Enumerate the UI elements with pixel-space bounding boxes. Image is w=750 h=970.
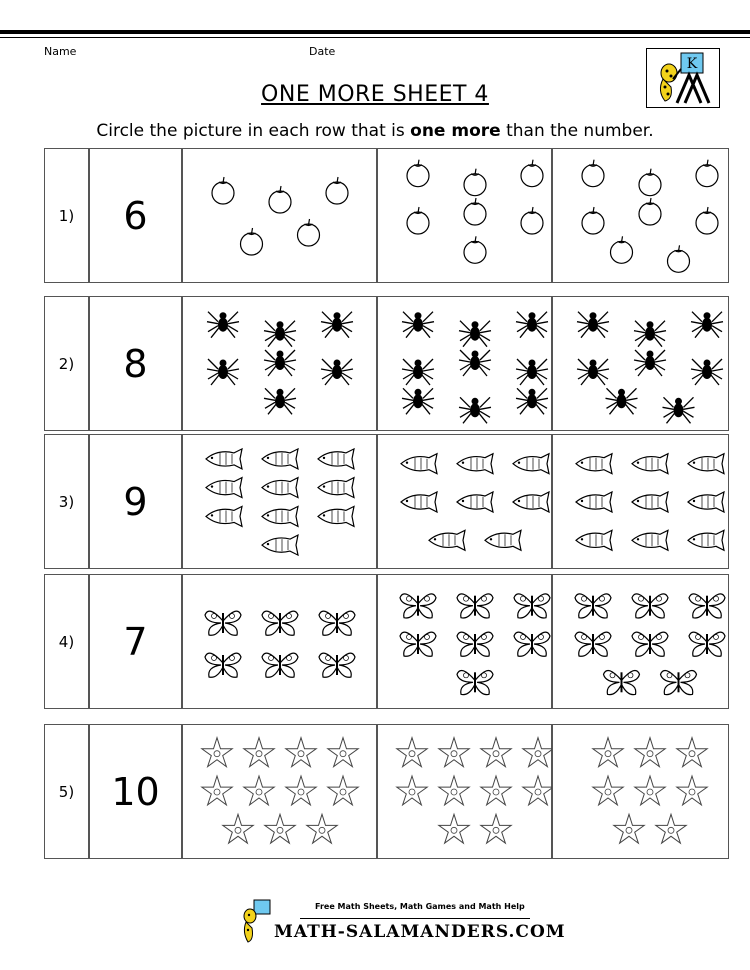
picture-option[interactable] xyxy=(552,296,729,431)
fish-icon xyxy=(688,530,724,550)
butterfly-group xyxy=(553,575,748,710)
fish-icon xyxy=(485,530,521,550)
butterfly-group xyxy=(378,575,573,710)
spider-icon xyxy=(691,312,723,338)
starfish-icon xyxy=(328,776,358,805)
spider-group xyxy=(553,297,748,432)
fish-group xyxy=(553,435,748,570)
picture-option[interactable] xyxy=(377,434,552,569)
starfish-icon xyxy=(265,814,295,843)
butterfly-icon xyxy=(575,594,611,618)
butterfly-icon xyxy=(457,632,493,656)
picture-option[interactable] xyxy=(182,434,377,569)
exercise-row xyxy=(44,724,729,861)
butterfly-icon xyxy=(319,611,355,635)
butterfly-icon xyxy=(575,632,611,656)
butterfly-icon xyxy=(262,611,298,635)
spider-icon xyxy=(516,388,548,414)
footer-rule xyxy=(300,918,530,919)
starfish-icon xyxy=(328,738,358,767)
fish-icon xyxy=(262,506,298,526)
exercise-row xyxy=(44,148,729,285)
starfish-icon xyxy=(286,776,316,805)
apple-icon xyxy=(407,160,429,187)
exercise-row xyxy=(44,296,729,433)
apple-icon xyxy=(521,207,543,234)
fish-icon xyxy=(262,535,298,555)
butterfly-icon xyxy=(205,653,241,677)
butterfly-icon xyxy=(632,632,668,656)
fish-icon xyxy=(513,454,549,474)
apple-icon xyxy=(269,186,291,213)
starfish-icon xyxy=(439,738,469,767)
starfish-icon xyxy=(481,814,511,843)
spider-icon xyxy=(321,359,353,385)
starfish-icon xyxy=(307,814,337,843)
fish-icon xyxy=(688,492,724,512)
spider-icon xyxy=(264,321,296,347)
picture-option[interactable] xyxy=(377,724,552,859)
spider-icon xyxy=(459,397,491,423)
apple-icon xyxy=(464,198,486,225)
starfish-icon xyxy=(635,776,665,805)
starfish-icon xyxy=(223,814,253,843)
picture-option[interactable] xyxy=(377,574,552,709)
fish-icon xyxy=(401,492,437,512)
starfish-icon xyxy=(677,738,707,767)
fish-group xyxy=(378,435,573,570)
fish-icon xyxy=(206,478,242,498)
spider-icon xyxy=(264,388,296,414)
fish-icon xyxy=(688,454,724,474)
target-number: 9 xyxy=(89,434,182,569)
starfish-icon xyxy=(677,776,707,805)
butterfly-icon xyxy=(457,594,493,618)
apple-icon xyxy=(407,207,429,234)
fish-icon xyxy=(206,506,242,526)
spider-icon xyxy=(663,397,695,423)
row-label: 3) xyxy=(44,434,89,569)
fish-icon xyxy=(318,506,354,526)
fish-icon xyxy=(262,478,298,498)
name-label: Name xyxy=(44,45,77,58)
fish-icon xyxy=(262,449,298,469)
butterfly-icon xyxy=(661,670,697,694)
starfish-group xyxy=(183,725,378,860)
apple-icon xyxy=(639,198,661,225)
butterfly-icon xyxy=(689,594,725,618)
starfish-icon xyxy=(202,738,232,767)
picture-option[interactable] xyxy=(552,434,729,569)
exercise-row xyxy=(44,434,729,571)
starfish-icon xyxy=(202,776,232,805)
fish-icon xyxy=(513,492,549,512)
starfish-icon xyxy=(397,738,427,767)
starfish-icon xyxy=(523,738,553,767)
footer-tagline: Free Math Sheets, Math Games and Math Help xyxy=(315,902,525,911)
spider-icon xyxy=(634,350,666,376)
fish-icon xyxy=(576,492,612,512)
butterfly-icon xyxy=(514,632,550,656)
butterfly-icon xyxy=(262,653,298,677)
spider-icon xyxy=(402,312,434,338)
spider-icon xyxy=(321,312,353,338)
row-label: 4) xyxy=(44,574,89,709)
starfish-icon xyxy=(635,738,665,767)
apple-icon xyxy=(326,177,348,204)
butterfly-icon xyxy=(400,594,436,618)
spider-icon xyxy=(634,321,666,347)
fish-icon xyxy=(576,530,612,550)
spider-icon xyxy=(264,350,296,376)
starfish-icon xyxy=(593,776,623,805)
apple-icon xyxy=(639,169,661,196)
picture-option[interactable] xyxy=(182,574,377,709)
fish-group xyxy=(183,435,378,570)
spider-icon xyxy=(402,359,434,385)
butterfly-icon xyxy=(604,670,640,694)
starfish-icon xyxy=(439,776,469,805)
spider-icon xyxy=(207,359,239,385)
picture-option[interactable] xyxy=(182,724,377,859)
fish-icon xyxy=(632,454,668,474)
apple-icon xyxy=(464,236,486,263)
fish-icon xyxy=(576,454,612,474)
butterfly-icon xyxy=(319,653,355,677)
spider-icon xyxy=(691,359,723,385)
apple-icon xyxy=(696,160,718,187)
starfish-icon xyxy=(244,738,274,767)
apple-group xyxy=(553,149,748,284)
starfish-group xyxy=(553,725,748,860)
page-title: ONE MORE SHEET 4 xyxy=(261,82,489,107)
apple-icon xyxy=(298,219,320,246)
picture-option[interactable] xyxy=(552,574,729,709)
apple-icon xyxy=(212,177,234,204)
fish-icon xyxy=(457,454,493,474)
starfish-icon xyxy=(481,776,511,805)
spider-group xyxy=(183,297,378,432)
spider-group xyxy=(378,297,573,432)
starfish-icon xyxy=(439,814,469,843)
apple-icon xyxy=(696,207,718,234)
butterfly-group xyxy=(183,575,378,710)
instructions: Circle the picture in each row that is one more than the number. xyxy=(96,121,654,141)
butterfly-icon xyxy=(205,611,241,635)
exercise-row xyxy=(44,574,729,711)
picture-option[interactable] xyxy=(552,724,729,859)
apple-group xyxy=(183,149,378,284)
picture-option[interactable] xyxy=(182,296,377,431)
fish-icon xyxy=(206,449,242,469)
butterfly-icon xyxy=(514,594,550,618)
apple-icon xyxy=(668,245,690,272)
starfish-icon xyxy=(286,738,316,767)
picture-option[interactable] xyxy=(377,148,552,283)
starfish-group xyxy=(378,725,573,860)
fish-icon xyxy=(318,478,354,498)
starfish-icon xyxy=(523,776,553,805)
row-label: 2) xyxy=(44,296,89,431)
fish-icon xyxy=(429,530,465,550)
picture-option[interactable] xyxy=(377,296,552,431)
fish-icon xyxy=(457,492,493,512)
top-rule-thick xyxy=(0,30,750,34)
spider-icon xyxy=(606,388,638,414)
apple-icon xyxy=(521,160,543,187)
fish-icon xyxy=(318,449,354,469)
spider-icon xyxy=(577,312,609,338)
logo-letter: K xyxy=(686,56,698,72)
starfish-icon xyxy=(244,776,274,805)
target-number: 8 xyxy=(89,296,182,431)
starfish-icon xyxy=(656,814,686,843)
footer-salamander-icon xyxy=(240,898,274,946)
starfish-icon xyxy=(593,738,623,767)
apple-icon xyxy=(611,236,633,263)
apple-icon xyxy=(241,228,263,255)
target-number: 10 xyxy=(89,724,182,859)
spider-icon xyxy=(459,350,491,376)
picture-option[interactable] xyxy=(552,148,729,283)
apple-icon xyxy=(582,160,604,187)
target-number: 7 xyxy=(89,574,182,709)
apple-icon xyxy=(582,207,604,234)
apple-group xyxy=(378,149,573,284)
target-number: 6 xyxy=(89,148,182,283)
top-rule-thin xyxy=(0,37,750,38)
row-label: 1) xyxy=(44,148,89,283)
apple-icon xyxy=(464,169,486,196)
butterfly-icon xyxy=(457,670,493,694)
spider-icon xyxy=(577,359,609,385)
butterfly-icon xyxy=(632,594,668,618)
spider-icon xyxy=(402,388,434,414)
fish-icon xyxy=(401,454,437,474)
starfish-icon xyxy=(614,814,644,843)
date-label: Date xyxy=(309,45,336,58)
butterfly-icon xyxy=(400,632,436,656)
spider-icon xyxy=(459,321,491,347)
butterfly-icon xyxy=(689,632,725,656)
starfish-icon xyxy=(397,776,427,805)
picture-option[interactable] xyxy=(182,148,377,283)
footer-brand: MATH-SALAMANDERS.COM xyxy=(274,922,566,942)
spider-icon xyxy=(516,359,548,385)
starfish-icon xyxy=(481,738,511,767)
fish-icon xyxy=(632,492,668,512)
spider-icon xyxy=(207,312,239,338)
row-label: 5) xyxy=(44,724,89,859)
fish-icon xyxy=(632,530,668,550)
spider-icon xyxy=(516,312,548,338)
